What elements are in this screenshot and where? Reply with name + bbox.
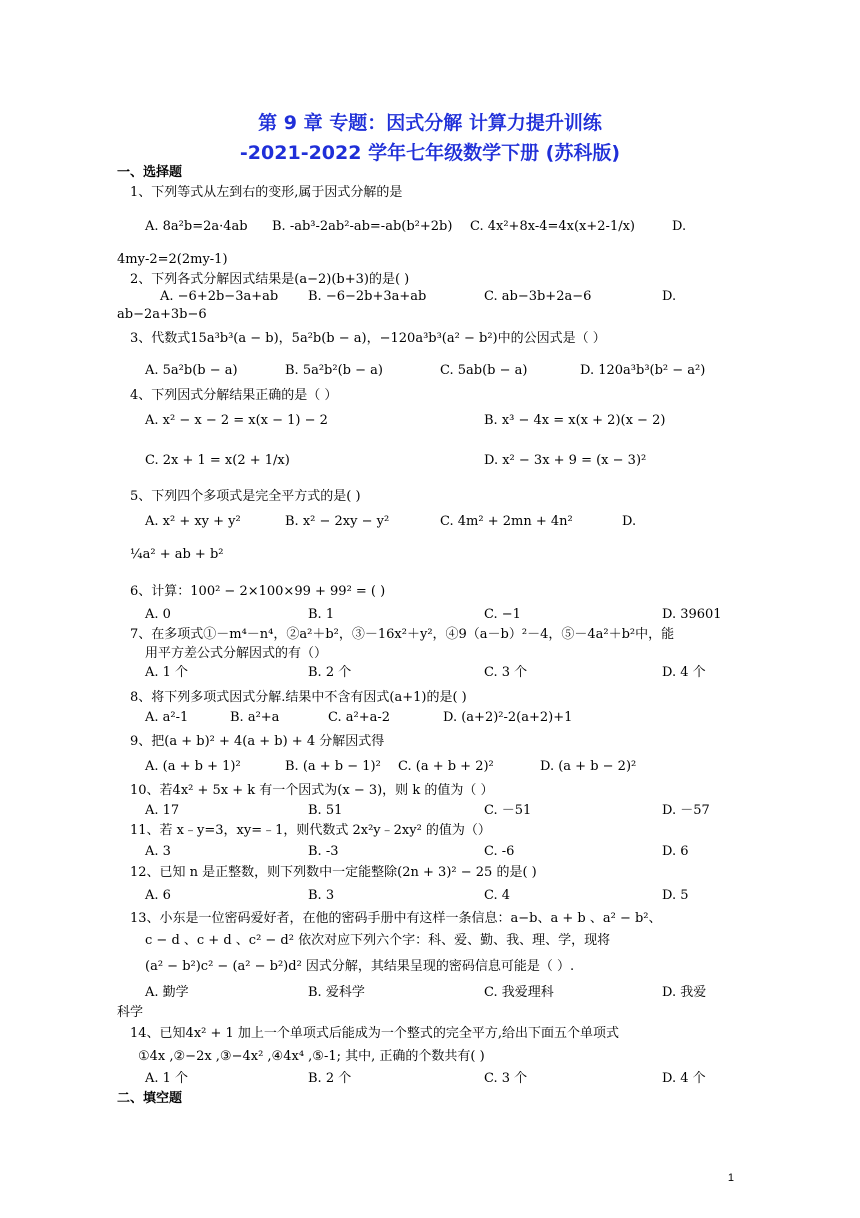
question-11-stem: 11、若 x﹣y=3，xy=﹣1，则代数式 2x²y﹣2xy² 的值为（）	[130, 823, 491, 838]
q9-option-a: A. (a + b + 1)²	[145, 759, 241, 774]
q1-option-d-text: 4my-2=2(2my-1)	[117, 252, 228, 267]
q13-option-a: A. 勤学	[145, 985, 189, 1000]
q14-option-c: C. 3 个	[484, 1071, 528, 1086]
q3-option-d: D. 120a³b³(b² − a²)	[580, 363, 706, 378]
q11-option-d: D. 6	[662, 844, 689, 859]
q10-option-d: D. －57	[662, 803, 710, 818]
q6-option-a: A. 0	[145, 607, 171, 622]
title-line-2: -2021-2022 学年七年级数学下册 (苏科版)	[239, 142, 621, 164]
question-12-stem: 12、已知 n 是正整数，则下列数中一定能整除(2n + 3)² − 25 的是( )	[130, 865, 537, 880]
question-5-stem: 5、下列四个多项式是完全平方式的是( )	[130, 489, 361, 504]
question-13-stem-3: (a² − b²)c² − (a² − b²)d² 因式分解，其结果呈现的密码信息可能是（ ）.	[145, 959, 575, 974]
q4-option-b: B. x³ − 4x = x(x + 2)(x − 2)	[484, 413, 666, 428]
q5-option-b: B. x² − 2xy − y²	[285, 514, 390, 529]
q7-option-d: D. 4 个	[662, 665, 706, 680]
q10-option-b: B. 51	[308, 803, 343, 818]
question-14-stem: 14、已知4x² + 1 加上一个单项式后能成为一个整式的完全平方,给出下面五个单项式	[130, 1026, 620, 1041]
section-heading-choice: 一、选择题	[117, 165, 183, 180]
q2-option-c: C. ab−3b+2a−6	[484, 289, 592, 304]
q8-option-b: B. a²+a	[230, 710, 280, 725]
q9-option-b: B. (a + b − 1)²	[285, 759, 381, 774]
page-number: 1	[727, 1172, 734, 1184]
question-1-stem: 1、下列等式从左到右的变形,属于因式分解的是	[130, 185, 403, 200]
q11-option-b: B. -3	[308, 844, 339, 859]
q8-option-d: D. (a+2)²-2(a+2)+1	[443, 710, 573, 725]
q2-option-a: A. −6+2b−3a+ab	[160, 289, 279, 304]
question-6-stem: 6、计算：100² − 2×100×99 + 99² = ( )	[130, 584, 386, 599]
q6-option-b: B. 1	[308, 607, 335, 622]
q12-option-b: B. 3	[308, 888, 335, 903]
question-7-stem: 7、在多项式①－m⁴－n⁴，②a²＋b²，③－16x²＋y²，④9（a－b）²－4，⑤－4a²＋b²中，能	[130, 627, 675, 642]
q2-option-d: D.	[662, 289, 677, 304]
question-14-stem-2: ①4x ,②−2x ,③−4x² ,④4x⁴ ,⑤-1; 其中, 正确的个数共有( )	[138, 1049, 485, 1064]
q10-option-c: C. －51	[484, 803, 532, 818]
q1-option-a: A. 8a²b=2a·4ab	[145, 219, 248, 234]
q8-option-c: C. a²+a-2	[328, 710, 391, 725]
question-13-stem-2: c − d 、c + d 、c² − d² 依次对应下列六个字：科、爱、勤、我、理、学，现将	[145, 933, 611, 948]
q12-option-d: D. 5	[662, 888, 689, 903]
q4-option-a: A. x² − x − 2 = x(x − 1) − 2	[145, 413, 328, 428]
question-3-stem: 3、代数式15a³b³(a − b)，5a²b(b − a)，−120a³b³(a² − b²)中的公因式是（ ）	[130, 331, 606, 346]
q11-option-c: C. -6	[484, 844, 515, 859]
question-10-stem: 10、若4x² + 5x + k 有一个因式为(x − 3)，则 k 的值为（ ）	[130, 783, 494, 798]
q12-option-a: A. 6	[145, 888, 171, 903]
q1-option-b: B. -ab³-2ab²-ab=-ab(b²+2b)	[272, 219, 453, 234]
q14-option-d: D. 4 个	[662, 1071, 706, 1086]
q7-option-a: A. 1 个	[145, 665, 189, 680]
q14-option-a: A. 1 个	[145, 1071, 189, 1086]
q1-option-c: C. 4x²+8x-4=4x(x+2-1/x)	[470, 219, 636, 234]
title-line-1: 第 9 章 专题：因式分解 计算力提升训练	[258, 112, 602, 134]
section-heading-fill: 二、填空题	[117, 1091, 183, 1106]
question-13-stem: 13、小东是一位密码爱好者，在他的密码手册中有这样一条信息：a−b、a + b 、a² − b²、	[130, 911, 662, 926]
q13-option-c: C. 我爱理科	[484, 985, 554, 1000]
q3-option-a: A. 5a²b(b − a)	[145, 363, 238, 378]
question-4-stem: 4、下列因式分解结果正确的是（ ）	[130, 388, 338, 403]
q9-option-c: C. (a + b + 2)²	[398, 759, 494, 774]
q10-option-a: A. 17	[145, 803, 180, 818]
q11-option-a: A. 3	[145, 844, 171, 859]
q14-option-b: B. 2 个	[308, 1071, 352, 1086]
q5-option-a: A. x² + xy + y²	[145, 514, 241, 529]
q12-option-c: C. 4	[484, 888, 511, 903]
q7-option-b: B. 2 个	[308, 665, 352, 680]
q13-option-d-text: 科学	[117, 1005, 144, 1020]
q3-option-b: B. 5a²b²(b − a)	[285, 363, 383, 378]
q7-option-c: C. 3 个	[484, 665, 528, 680]
q6-option-d: D. 39601	[662, 607, 722, 622]
question-8-stem: 8、将下列多项式因式分解.结果中不含有因式(a+1)的是( )	[130, 690, 467, 705]
q9-option-d: D. (a + b − 2)²	[540, 759, 637, 774]
q3-option-c: C. 5ab(b − a)	[440, 363, 528, 378]
q6-option-c: C. −1	[484, 607, 521, 622]
q5-option-d: D.	[622, 514, 637, 529]
q13-option-b: B. 爱科学	[308, 985, 365, 1000]
q1-option-d: D.	[672, 219, 687, 234]
question-2-stem: 2、下列各式分解因式结果是(a−2)(b+3)的是( )	[130, 272, 410, 287]
question-7-stem-2: 用平方差公式分解因式的有（）	[145, 646, 328, 661]
q4-option-d: D. x² − 3x + 9 = (x − 3)²	[484, 453, 647, 468]
q2-option-d-text: ab−2a+3b−6	[117, 307, 207, 322]
q5-option-c: C. 4m² + 2mn + 4n²	[440, 514, 573, 529]
question-9-stem: 9、把(a + b)² + 4(a + b) + 4 分解因式得	[130, 734, 385, 749]
q8-option-a: A. a²-1	[145, 710, 189, 725]
q13-option-d: D. 我爱	[662, 985, 707, 1000]
q4-option-c: C. 2x + 1 = x(2 + 1/x)	[145, 453, 290, 468]
q5-option-d-text: ¼a² + ab + b²	[130, 547, 224, 562]
q2-option-b: B. −6−2b+3a+ab	[308, 289, 427, 304]
